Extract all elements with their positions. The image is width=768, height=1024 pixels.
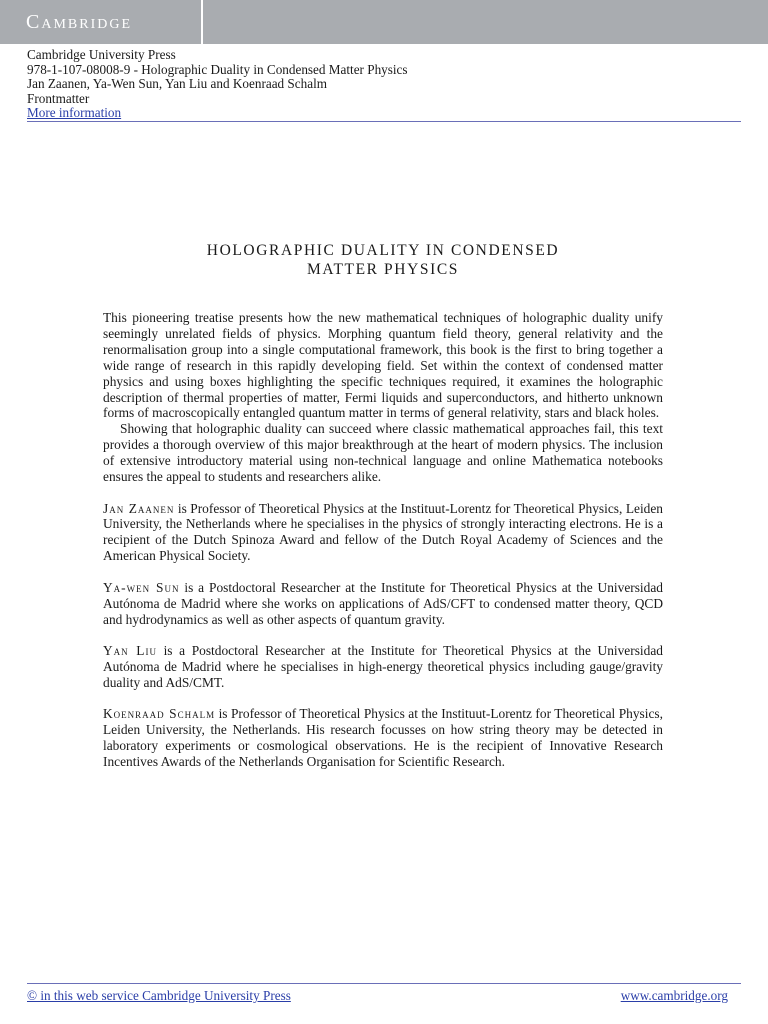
more-information-link[interactable]: More information [27,105,122,121]
author-name: Jan Zaanen [103,500,175,516]
book-title-line-1: HOLOGRAPHIC DUALITY IN CONDENSED [206,242,560,259]
top-banner [0,0,768,44]
author-bio-zaanen [103,501,663,565]
footer-copyright [27,988,291,1004]
banner-divider [201,0,203,44]
book-description [103,310,663,770]
footer-rule [27,983,741,984]
section-line: Frontmatter [27,90,90,106]
author-name: Yan Liu [103,643,157,659]
author-bio-text: is Professor of Theoretical Physics at the Instituut-Lorentz for Theoretical Physics, Leiden University, the Netherlands where he specialises in the physics of strongly interacting electrons. He is a recipient of the Dutch Spinoza Award and fellow of the Dutch Royal Academy of Sciences and the American Physical Society. [103,500,664,564]
copyright-link[interactable]: © in this web service Cambridge University Press [27,988,291,1003]
website-link[interactable]: www.cambridge.org [620,988,728,1003]
description-paragraph-2: Showing that holographic duality can succeed where classic mathematical approaches fail, this text provides a thorough overview of this major breakthrough at the heart of modern physics. The inclusion of extensive introductory material using non-technical language and online Mathematica notebooks ensures the appeal to students and researchers alike. [103,421,663,485]
authors-line: Jan Zaanen, Ya-Wen Sun, Yan Liu and Koenraad Schalm [27,76,327,92]
author-bio-text: is Professor of Theoretical Physics at the Instituut-Lorentz for Theoretical Physics, Leiden University, the Netherlands. His research focusses on how string theory may be detected in laboratory experiments or cosmological observations. He is the recipient of Innovative Research Incentives Awards of the Netherlands Organisation for Scientific Research. [103,706,663,770]
header-rule [27,121,741,122]
book-title [103,241,663,279]
header-info [27,48,408,121]
cambridge-logo: Cambridge [26,11,133,33]
author-bio-text: is a Postdoctoral Researcher at the Institute for Theoretical Physics at the Universidad Autónoma de Madrid where she works on applications of AdS/CFT to condensed matter theory, QCD and hydrodynamics as well as other aspects of quantum gravity. [103,579,663,627]
author-bio-liu [103,643,663,691]
author-name: Koenraad Schalm [103,706,216,722]
author-bio-schalm [103,706,663,770]
isbn-title-line: 978-1-107-08008-9 - Holographic Duality in Condensed Matter Physics [27,61,408,77]
description-paragraph-1: This pioneering treatise presents how the new mathematical techniques of holographic duality unify seemingly unrelated fields of physics. Morphing quantum field theory, general relativity and the renormalisation group into a single computational framework, this book is the first to bring together a wide range of research in this rapidly developing field. Set within the context of condensed matter physics and using boxes highlighting the specific techniques required, it examines the holographic description of thermal properties of matter, Fermi liquids and superconductors, and hitherto unknown forms of macroscopically entangled quantum matter in terms of general relativity, stars and black holes. [103,310,663,421]
book-title-line-2: MATTER PHYSICS [306,261,460,278]
author-bio-text: is a Postdoctoral Researcher at the Institute for Theoretical Physics at the Universidad Autónoma de Madrid where he specialises in high-energy theoretical physics including gauge/gravity duality and AdS/CMT. [103,643,663,690]
publisher-line: Cambridge University Press [27,47,176,62]
footer-website [621,988,728,1004]
author-bio-sun [103,580,663,628]
author-name: Ya-wen Sun [103,579,180,595]
